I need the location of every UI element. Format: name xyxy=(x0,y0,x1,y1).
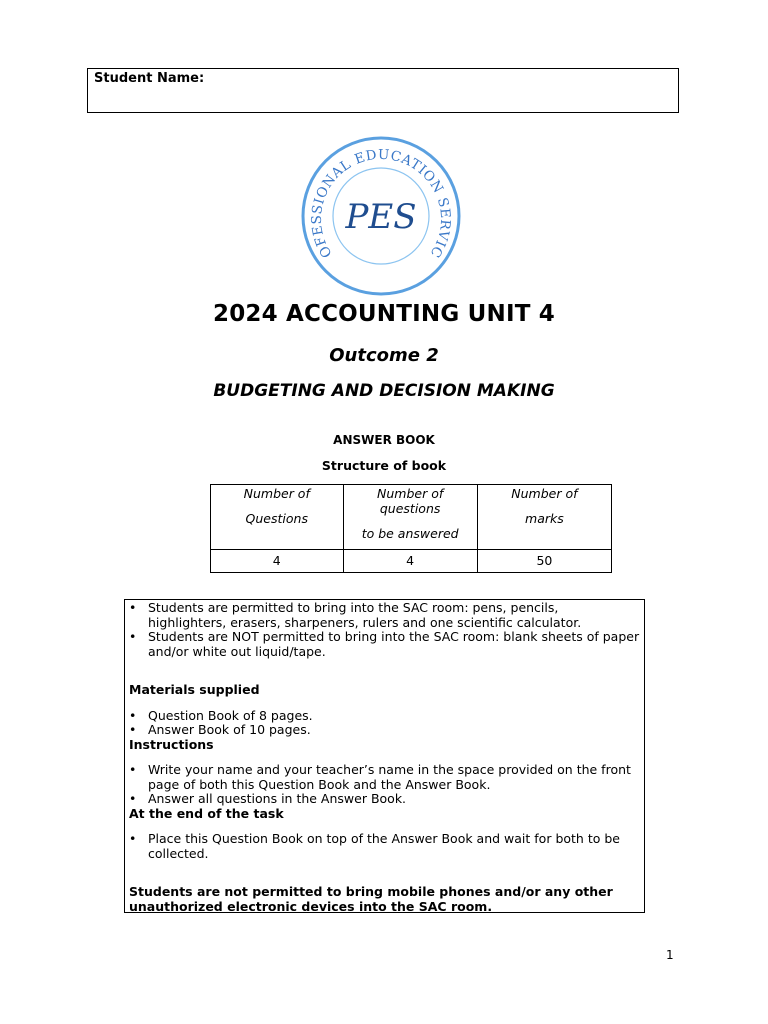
list-item: • Place this Question Book on top of the Answer Book and wait for both to be collected. xyxy=(129,832,640,861)
list-item: • Write your name and your teacher’s name in the space provided on the front page of both this Question Book and the Answer Book. xyxy=(129,763,640,792)
outcome-subtitle: Outcome 2 xyxy=(329,345,439,366)
topic-subtitle: BUDGETING AND DECISION MAKING xyxy=(213,381,555,401)
structure-label: Structure of book xyxy=(321,458,447,473)
materials-heading: Materials supplied xyxy=(129,682,260,697)
header-text: Number of xyxy=(511,486,578,501)
header-text: Number of xyxy=(243,486,310,501)
end-heading: At the end of the task xyxy=(129,805,284,821)
header-text: Number of questions xyxy=(377,486,444,516)
instructions-list xyxy=(129,763,640,807)
student-name-field xyxy=(87,68,679,113)
permitted-list xyxy=(129,601,640,659)
logo-ring-text: OFESSIONAL EDUCATION SERVIC xyxy=(308,146,454,261)
end-list xyxy=(129,832,640,861)
logo-initials: PES xyxy=(345,197,417,237)
value-to-answer: 4 xyxy=(343,550,477,573)
answer-book-label: ANSWER BOOK xyxy=(333,433,435,447)
table-row xyxy=(211,550,612,573)
value-marks: 50 xyxy=(477,550,611,573)
structure-table xyxy=(210,484,612,573)
header-cell-to-answer xyxy=(343,485,477,550)
list-item: • Students are NOT permitted to bring into the SAC room: blank sheets of paper and/or white out liquid/tape. xyxy=(129,630,640,659)
list-item: • Answer Book of 10 pages. xyxy=(129,723,640,738)
header-text: to be answered xyxy=(361,526,459,541)
value-questions: 4 xyxy=(211,550,344,573)
list-item: • Answer all questions in the Answer Book. xyxy=(129,792,640,807)
instructions-box xyxy=(124,599,645,913)
list-item: • Students are permitted to bring into the SAC room: pens, pencils, highlighters, erasers, sharpeners, rulers and one scientific calculator. xyxy=(129,601,640,630)
header-text: Questions xyxy=(245,511,308,526)
materials-list xyxy=(129,709,640,738)
list-item: • Question Book of 8 pages. xyxy=(129,709,640,724)
instructions-heading: Instructions xyxy=(129,736,214,752)
table-header-row xyxy=(211,485,612,550)
page-title: 2024 ACCOUNTING UNIT 4 xyxy=(212,301,556,327)
header-cell-marks xyxy=(477,485,611,550)
header-cell-questions xyxy=(211,485,344,550)
header-text: marks xyxy=(525,511,564,526)
pes-logo xyxy=(298,133,464,299)
devices-warning: Students are not permitted to bring mobile phones and/or any other unauthorized electronic devices into the SAC room. xyxy=(129,884,613,914)
student-name-label: Student Name: xyxy=(94,71,205,86)
page-number: 1 xyxy=(666,948,674,962)
